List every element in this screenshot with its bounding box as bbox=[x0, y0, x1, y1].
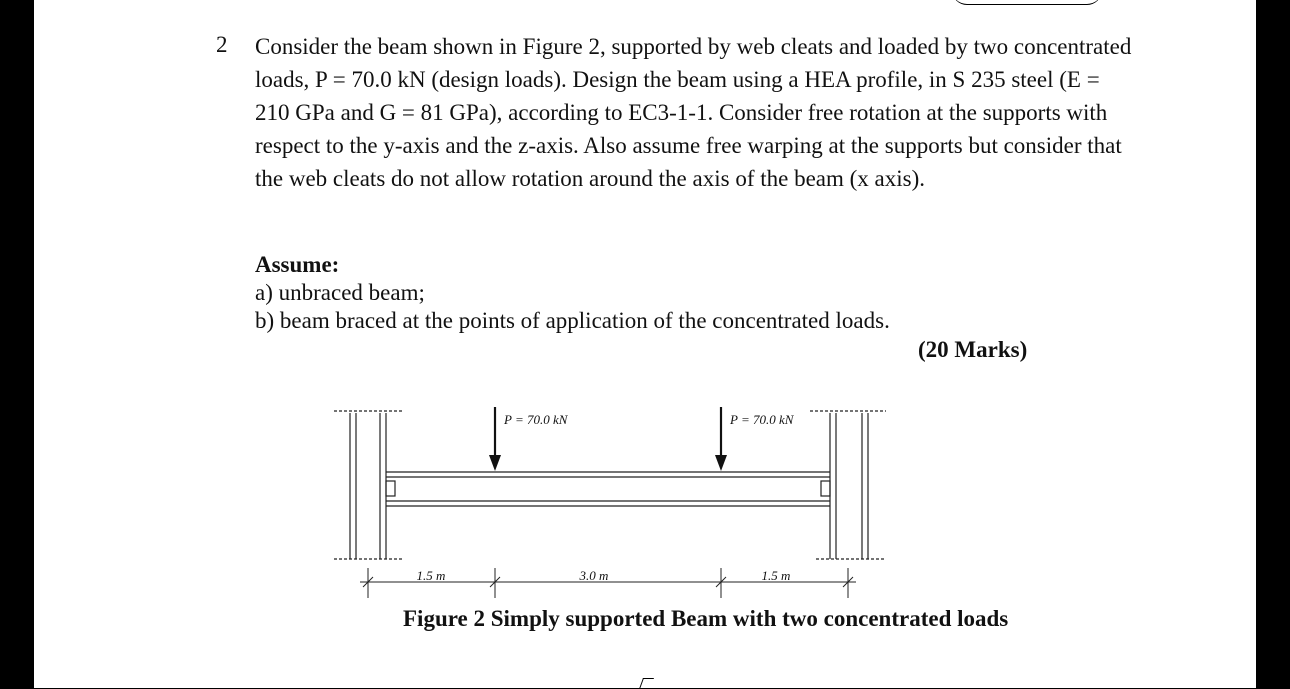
right-column bbox=[810, 411, 886, 559]
question-text: Consider the beam shown in Figure 2, supported by web cleats and loaded by two concentrated loads, P = 70.0 kN (design loads). Design the beam using a HEA profile, in S 235 steel (E = 210 GPa and G = 81 GPa), according to EC3-1-1. Consider free rotation at the supports with respect to the y-axis and the z-axis. Also assume free warping at the supports but consider that the web cleats do not allow rotation around the axis of the beam (x axis). bbox=[255, 34, 1132, 191]
dimension-right: 1.5 m bbox=[761, 568, 791, 583]
marks-label: (20 Marks) bbox=[918, 337, 1028, 362]
dimension-middle: 3.0 m bbox=[579, 568, 609, 583]
figure-caption: Figure 2 Simply supported Beam with two concentrated loads bbox=[403, 606, 1009, 631]
load-label-left: P = 70.0 kN bbox=[504, 412, 568, 427]
load-label-right: P = 70.0 kN bbox=[730, 412, 794, 427]
assume-item-b: b) beam braced at the points of application of the concentrated loads. bbox=[255, 308, 890, 333]
question-number: 2 bbox=[216, 32, 228, 57]
left-column bbox=[334, 411, 404, 559]
beam bbox=[386, 472, 830, 506]
assume-item-a: a) unbraced beam; bbox=[255, 280, 425, 305]
beam-figure bbox=[34, 395, 1256, 610]
cropped-top-mark bbox=[952, 0, 1102, 5]
load-arrow-left bbox=[489, 407, 501, 471]
document-page bbox=[34, 0, 1256, 688]
assume-heading: Assume: bbox=[255, 252, 340, 277]
load-arrow-right bbox=[715, 407, 727, 471]
cropped-bottom-mark bbox=[639, 678, 654, 689]
dimension-left: 1.5 m bbox=[416, 568, 446, 583]
